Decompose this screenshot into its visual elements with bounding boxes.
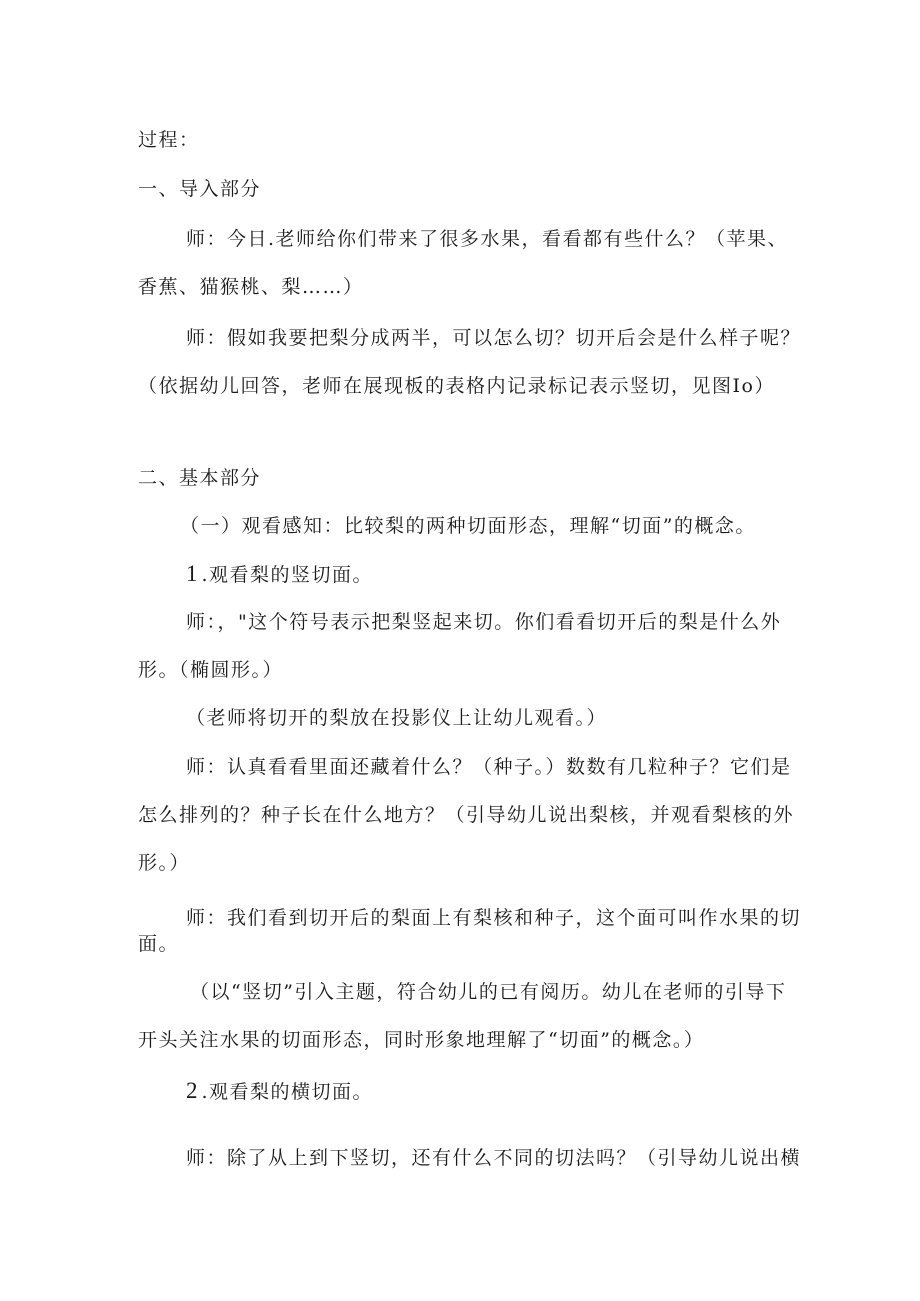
section1-title: 一、导入部分	[138, 178, 262, 200]
s1-paragraph1-line1: 师：今日.老师给你们带来了很多水果，看看都有些什么？（苹果、	[186, 228, 789, 250]
subsection1-title: （一）观看感知：比较梨的两种切面形态，理解“切面”的概念。	[180, 515, 756, 537]
i1-paragraph1-line1: 师：，"这个符号表示把梨竖起来切。你们看看切开后的梨是什么外	[186, 611, 782, 633]
item1-heading	[186, 562, 373, 587]
i1-paragraph3-line2: 怎么排列的？种子长在什么地方？（引导幼儿说出梨核，并观看梨核的外	[138, 804, 795, 826]
i1-paragraph2: （老师将切开的梨放在投影仪上让幼儿观看。）	[186, 707, 608, 729]
i1-paragraph4-line1: 师：我们看到切开后的梨面上有梨核和种子，这个面可叫作水果的切	[186, 907, 802, 929]
s1-paragraph1-line2: 香蕉、猫猴桃、梨……）	[138, 276, 364, 298]
item1-text: .观看梨的竖切面。	[201, 564, 374, 586]
i2-paragraph1-line1: 师：除了从上到下竖切，还有什么不同的切法吗？（引导幼儿说出横	[186, 1147, 802, 1169]
s1-paragraph2-line2: （依据幼儿回答，老师在展现板的表格内记录标记表示竖切，见图Io）	[138, 375, 775, 397]
item2-text: .观看梨的横切面。	[201, 1081, 374, 1103]
s1-paragraph2-line1: 师：假如我要把梨分成两半，可以怎么切？切开后会是什么样子呢？	[186, 327, 802, 349]
heading-process: 过程：	[138, 129, 200, 151]
i1-paragraph3-line1: 师：认真看看里面还藏着什么？（种子。）数数有几粒种子？它们是	[186, 756, 792, 778]
item2-number: 2	[186, 1078, 198, 1103]
i1-paragraph5-line2: 开头关注水果的切面形态，同时形象地理解了“切面”的概念。）	[138, 1029, 705, 1051]
item1-number: 1	[186, 561, 198, 586]
i1-paragraph5-line1: （以“竖切”引入主题，符合幼儿的已有阅历。幼儿在老师的引导下	[190, 981, 787, 1003]
section2-title: 二、基本部分	[138, 467, 262, 489]
i1-paragraph3-line3: 形。）	[138, 852, 191, 874]
i1-paragraph4-line2: 面。	[138, 933, 180, 955]
item2-heading	[186, 1079, 373, 1104]
i1-paragraph1-line2: 形。（椭圆形。）	[138, 659, 284, 681]
